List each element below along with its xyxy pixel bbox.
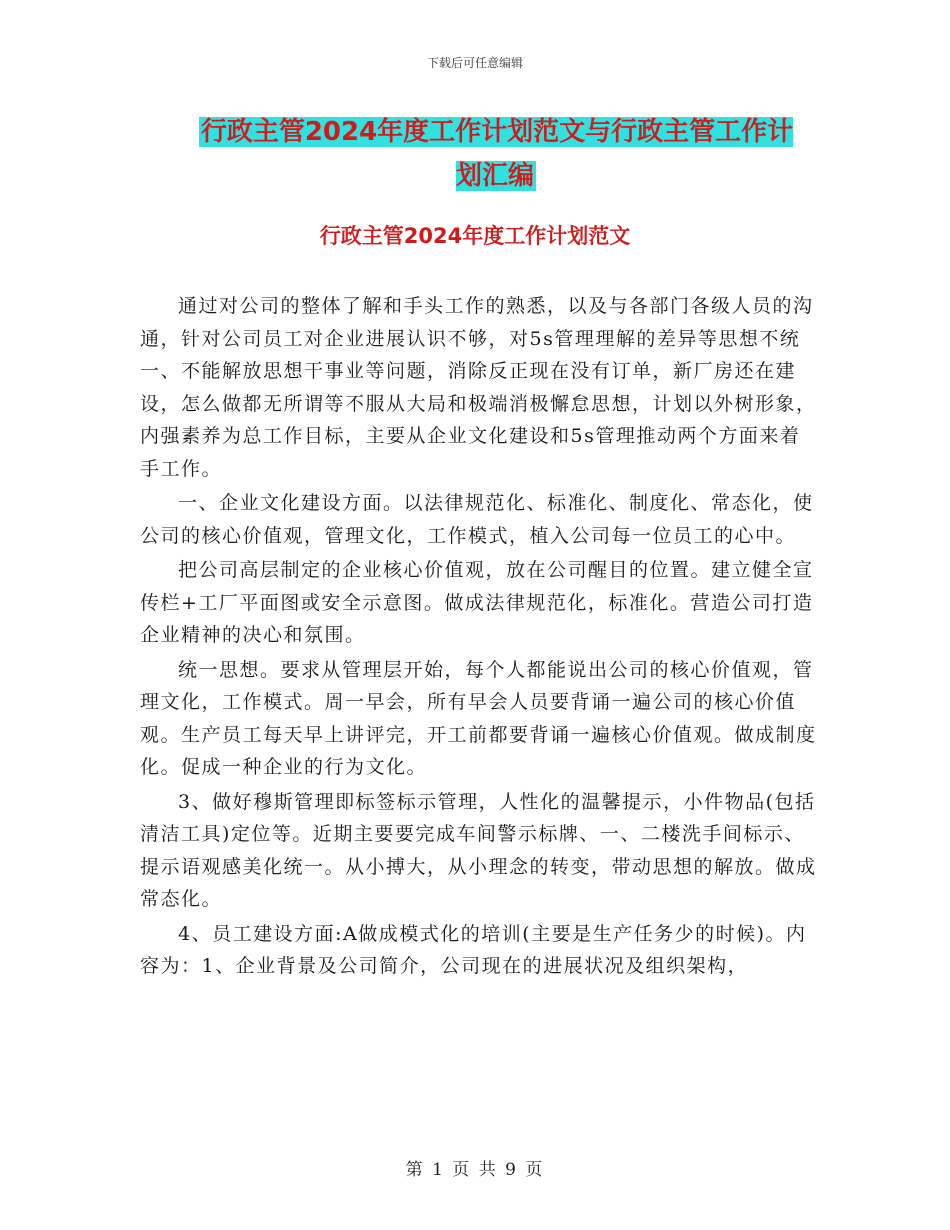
document-body xyxy=(140,290,820,983)
paragraph: 通过对公司的整体了解和手头工作的熟悉，以及与各部门各级人员的沟通，针对公司员工对企业进展认识不够，对5s管理理解的差异等思想不统一、不能解放思想干事业等问题，消除反正现在没有订单，新厂房还在建设，怎么做都无所谓等不服从大局和极端消极懈怠思想，计划以外树形象，内强素养为总工作目标，主要从企业文化建设和5s管理推动两个方面来着手工作。 xyxy=(140,295,817,480)
paragraph: 4、员工建设方面:A做成模式化的培训(主要是生产任务少的时候)。内容为：1、企业背景及公司简介，公司现在的进展状况及组织架构， xyxy=(140,922,807,977)
document-title xyxy=(186,110,806,198)
paragraph: 一、企业文化建设方面。以法律规范化、标准化、制度化、常态化，使公司的核心价值观，管理文化，工作模式，植入公司每一位员工的心中。 xyxy=(140,492,814,547)
header-note: 下载后可任意编辑 xyxy=(426,56,523,70)
document-title-text: 行政主管2024年度工作计划范文与行政主管工作计划汇编 xyxy=(200,117,794,191)
section-title: 行政主管2024年度工作计划范文 xyxy=(319,224,631,248)
paragraph: 把公司高层制定的企业核心价值观，放在公司醒目的位置。建立健全宣传栏+工厂平面图或安全示意图。做成法律规范化，标准化。营造公司打造企业精神的决心和氛围。 xyxy=(140,559,814,646)
page-number-footer: 第 1 页 共 9 页 xyxy=(405,1160,545,1180)
paragraph: 统一思想。要求从管理层开始，每个人都能说出公司的核心价值观，管理文化，工作模式。周一早会，所有早会人员要背诵一遍公司的核心价值观。生产员工每天早上讲评完，开工前都要背诵一遍核心价值观。做成制度化。促成一种企业的行为文化。 xyxy=(140,658,817,778)
paragraph: 3、做好穆斯管理即标签标示管理，人性化的温馨提示，小件物品(包括清洁工具)定位等。近期主要要完成车间警示标牌、一、二楼洗手间标示、提示语观感美化统一。从小搏大，从小理念的转变，带动思想的解放。做成常态化。 xyxy=(140,790,817,910)
